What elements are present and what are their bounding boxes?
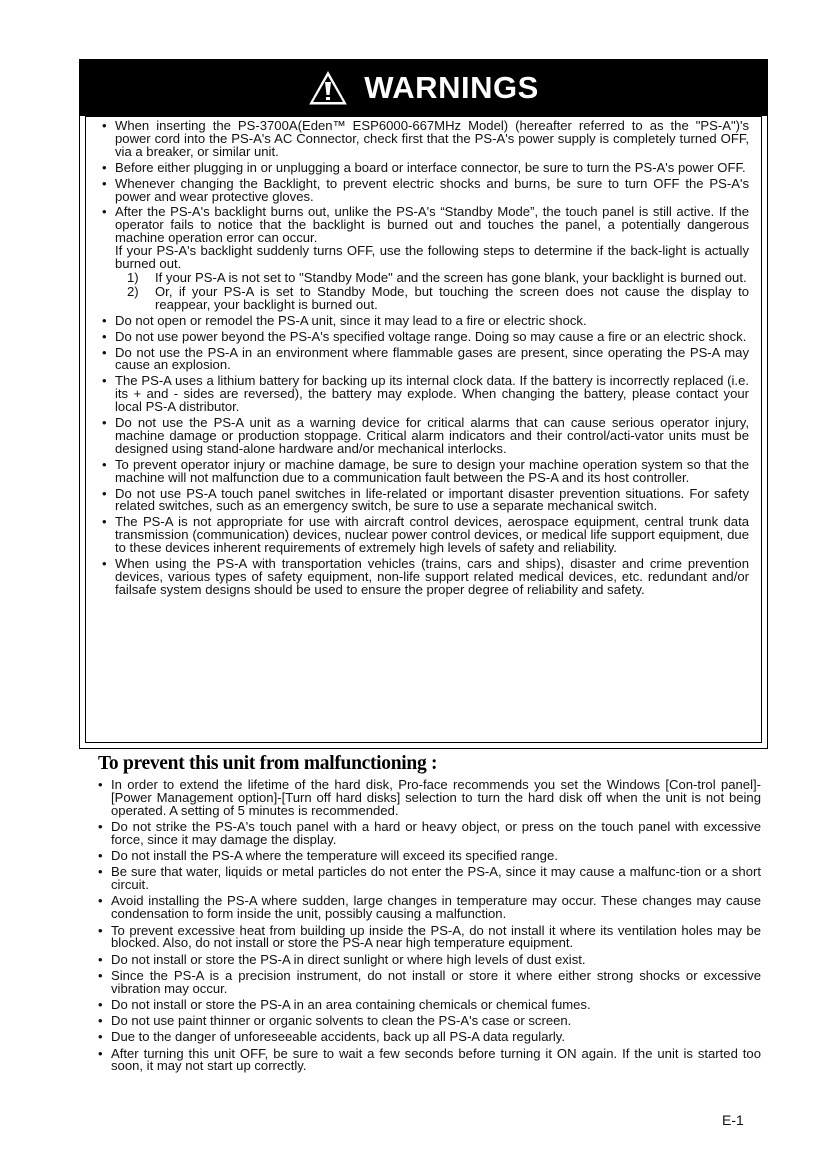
- section-title: To prevent this unit from malfunctioning :: [98, 753, 438, 774]
- warnings-content: [85, 116, 762, 743]
- list-item: • The PS-A is not appropriate for use with aircraft control devices, aerospace equipment, central trunk data transmission (communication) devices, nuclear power control devices, or medical life support equipment, due to these devices inherent requirements of extremely high levels of safety and reliability.: [102, 514, 749, 556]
- list-item: • Be sure that water, liquids or metal particles do not enter the PS-A, since it may cause a malfunc-tion or a short circuit.: [98, 864, 761, 893]
- list-item: • Do not install or store the PS-A in direct sunlight or where high levels of dust exist.: [98, 951, 586, 967]
- warnings-title: WARNINGS: [364, 70, 539, 105]
- warnings-box: [79, 59, 768, 749]
- list-item: • Whenever changing the Backlight, to prevent electric shocks and burns, be sure to turn OFF the PS-A's power and wear protective gloves.: [102, 175, 749, 204]
- list-item: • When using the PS-A with transportation vehicles (trains, cars and ships), disaster and crime prevention devices, various types of safety equipment, non-life support related medical devices, etc. redundant and/or failsafe system designs should be used to ensure the proper degree of reliability and safety.: [102, 556, 749, 597]
- warnings-header: [80, 60, 767, 116]
- sub-item: 2) Or, if your PS-A is set to Standby Mode, but touching the screen does not cause the display to reappear, your backlight is burned out.: [127, 283, 749, 312]
- list-item: • Do not strike the PS-A's touch panel with a hard or heavy object, or press on the touch panel with excessive force, since it may damage the display.: [98, 819, 761, 847]
- list-item: • After the PS-A's backlight burns out, unlike the PS-A's “Standby Mode”, the touch panel is still active. If the operator fails to notice that the backlight is burned out and touches the panel, a potentially dangerous machine operation error can occur. If your PS-A's backlight suddenly turns OFF, use the following steps to determine if the back-light is actually burned out. 1) If your PS-A is not set to "Standby Mode" and the screen has gone blank, your backlight is burned out. 2) Or, if your PS-A is set to Standby Mode, but touching the screen does not cause the display to reappear, your backlight is burned out.: [102, 204, 749, 312]
- list-item: • The PS-A uses a lithium battery for backing up its internal clock data. If the battery is incorrectly replaced (i.e. its + and - sides are reversed), the battery may explode. When changing the battery, please contact your local PS-A distributor.: [102, 373, 749, 415]
- malfunction-list: [93, 779, 761, 1077]
- list-item: • To prevent excessive heat from building up inside the PS-A, do not install it where its ventilation holes may be blocked. Also, do not install or store the PS-A near high temperature equipment.: [98, 922, 761, 951]
- list-item: • Avoid installing the PS-A where sudden, large changes in temperature may occur. These changes may cause condensation to form inside the unit, possibly causing a malfunction.: [98, 893, 761, 922]
- list-item: • When inserting the PS-3700A(Eden™ ESP6000-667MHz Model) (hereafter referred to as the "PS-A")'s power cord into the PS-A's AC Connector, check first that the PS-A's power supply is completely turned OFF, via a breaker, or similar unit.: [102, 118, 749, 159]
- warnings-list: [97, 120, 749, 597]
- list-item: • Do not open or remodel the PS-A unit, since it may lead to a fire or electric shock.: [102, 312, 587, 328]
- sub-item: 1) If your PS-A is not set to "Standby Mode" and the screen has gone blank, your backlight is burned out.: [127, 269, 747, 285]
- list-item: • After turning this unit OFF, be sure to wait a few seconds before turning it ON again. If the unit is started too soon, it may not start up correctly.: [98, 1045, 761, 1074]
- warning-triangle-icon: [308, 70, 348, 106]
- list-item: • Do not use the PS-A in an environment where flammable gases are present, since operating the PS-A may cause an explosion.: [102, 344, 749, 373]
- list-item: • Do not install the PS-A where the temperature will exceed its specified range.: [98, 848, 558, 864]
- list-item: • Do not use the PS-A unit as a warning device for critical alarms that can cause serious operator injury, machine damage or production stoppage. Critical alarm indicators and their control/acti-vator units must be designed using stand-alone hardware and/or mechanical interlocks.: [102, 415, 749, 456]
- list-item: • Do not install or store the PS-A in an area containing chemicals or chemical fumes.: [98, 996, 591, 1012]
- page-number: E-1: [722, 1112, 744, 1128]
- list-item: • Do not use PS-A touch panel switches in life-related or important disaster prevention situations. For safety related switches, such as an emergency switch, be sure to use a separate mechanical switch.: [102, 485, 749, 514]
- list-item: • Due to the danger of unforeseeable accidents, back up all PS-A data regularly.: [98, 1029, 565, 1045]
- list-item: • Do not use power beyond the PS-A's specified voltage range. Doing so may cause a fire or an electric shock.: [102, 328, 747, 344]
- list-item: • Since the PS-A is a precision instrument, do not install or store it where either strong shocks or excessive vibration may occur.: [98, 967, 761, 996]
- list-item: • To prevent operator injury or machine damage, be sure to design your machine operation system so that the machine will not malfunction due to a communication fault between the PS-A and its host controller.: [102, 456, 749, 485]
- list-item: • Do not use paint thinner or organic solvents to clean the PS-A's case or screen.: [98, 1013, 572, 1029]
- list-item: • In order to extend the lifetime of the hard disk, Pro-face recommends you set the Windows [Con-trol panel]-[Power Management option]-[Turn off hard disks] selection to turn the hard disk off when the unit is not being operated. A setting of 5 minutes is recommended.: [98, 777, 761, 818]
- list-item: • Before either plugging in or unplugging a board or interface connector, be sure to turn the PS-A's power OFF.: [102, 159, 746, 175]
